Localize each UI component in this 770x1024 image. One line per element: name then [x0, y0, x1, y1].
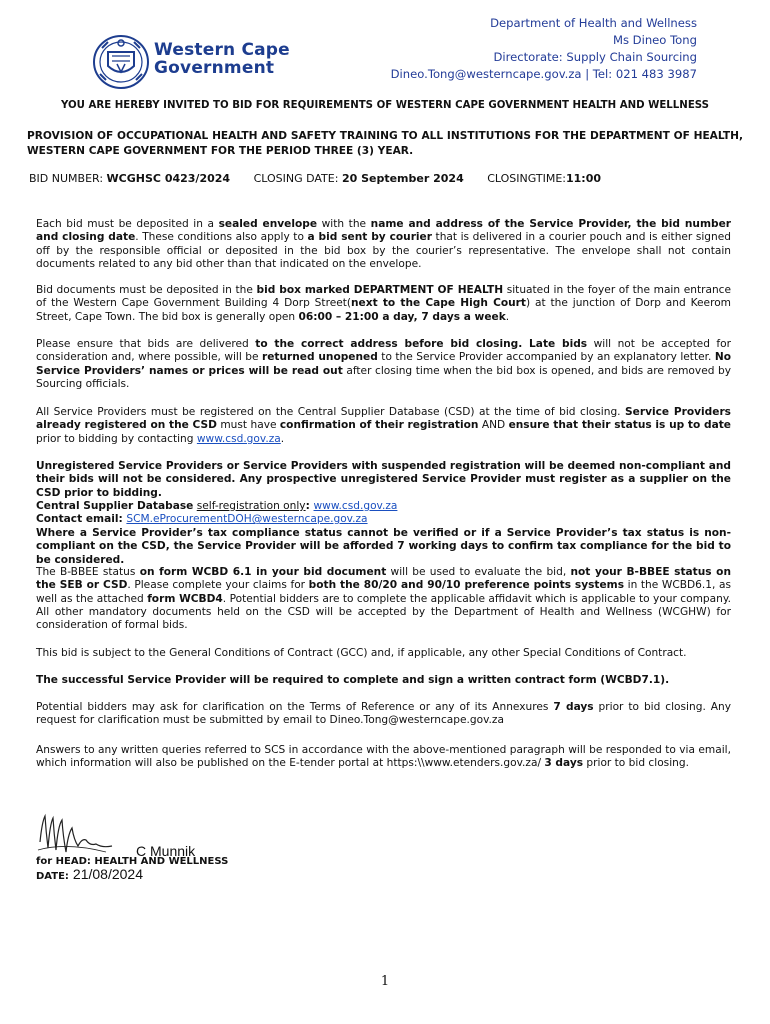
- paragraph-tax-compliance: Where a Service Provider’s tax compliance status cannot be verified or if a Service Provider’s tax status is non-compliant on the CSD, the Service Provider will be afforded 7 working days to confirm tax compliance for the bid to be considered.: [36, 527, 731, 566]
- paragraph-bbbee: The B-BBEE status on form WCBD 6.1 in your bid document will be used to evaluate the bid, not your B-BBEE status on the SEB or CSD. Please complete your claims for both the 80/20 and 90/10 preference points systems in the WCBD6.1, as well as the attached form WCBD4. Potential bidders are to complete the applicable affidavit which is applicable to your company. All other mandatory documents held on the CSD will be accepted by the Department of Health and Wellness (WCGHW) for consideration of formal bids.: [36, 566, 731, 632]
- paragraph-bid-box: Bid documents must be deposited in the bid box marked DEPARTMENT OF HEALTH situated in the foyer of the main entrance of the Western Cape Government Building 4 Dorp Street(next to the Cape High Court) at the junction of Dorp and Keerom Street, Cape Town. The bid box is generally open 06:00 – 21:00 a day, 7 days a week.: [36, 284, 731, 323]
- paragraph-delivery: Please ensure that bids are delivered to the correct address before bid closing. Late bids will not be accepted for consideration and, where possible, will be returned unopened to the Service Provider accompanied by an explanatory letter. No Service Providers’ names or prices will be read out after closing time when the bid box is opened, and bids are removed by Sourcing officials.: [36, 338, 732, 390]
- closing-date-label: CLOSING DATE:: [253, 172, 339, 185]
- bid-title: PROVISION OF OCCUPATIONAL HEALTH AND SAFETY TRAINING TO ALL INSTITUTIONS FOR THE DEPARTMENT OF HEALTH, WESTERN CAPE GOVERNMENT FOR THE PERIOD THREE (3) YEAR.: [27, 130, 743, 157]
- logo-text-line1: Western Cape: [154, 40, 290, 60]
- paragraph-clarification: Potential bidders may ask for clarification on the Terms of Reference or any of its Annexures 7 days prior to bid closing. Any request for clarification must be submitted by email to Dineo.Tong@westerncape.gov.za: [36, 701, 731, 727]
- paragraph-unregistered: Unregistered Service Providers or Service Providers with suspended registration will be deemed non-compliant and their bids will not be considered. Any prospective unregistered Service Provider must register as a supplier on the CSD prior to bidding. Central Supplier Database self-registration only: www.csd.gov.za Contact email: SCM.eProcurementDOH@westerncape.gov.za: [36, 460, 731, 526]
- signature-date: [36, 866, 143, 882]
- contact-block: [391, 15, 697, 83]
- signatory-title: for HEAD: HEALTH AND WELLNESS: [36, 856, 229, 867]
- bid-number-value: WCGHSC 0423/2024: [106, 172, 231, 185]
- contact-email-phone: Dineo.Tong@westerncape.gov.za | Tel: 021 483 3987: [390, 67, 697, 81]
- csd-link[interactable]: www.csd.gov.za: [196, 432, 281, 445]
- paragraph-contract: The successful Service Provider will be required to complete and sign a written contract form (WCBD7.1).: [36, 674, 670, 686]
- closing-time-value: 11:00: [566, 172, 602, 185]
- closing-date: [254, 172, 464, 185]
- csd-self-registration-link[interactable]: www.csd.gov.za: [313, 499, 398, 512]
- paragraph-gcc: This bid is subject to the General Conditions of Contract (GCC) and, if applicable, any other Special Conditions of Contract.: [36, 647, 687, 659]
- date-label: DATE:: [36, 871, 69, 882]
- closing-time: [487, 172, 601, 185]
- western-cape-government-logo: [92, 34, 302, 90]
- department-name: Department of Health and Wellness: [490, 16, 697, 30]
- invitation-heading: YOU ARE HEREBY INVITED TO BID FOR REQUIREMENTS OF WESTERN CAPE GOVERNMENT HEALTH AND WELLNESS: [61, 100, 709, 111]
- bid-number-label: BID NUMBER:: [29, 172, 104, 185]
- date-value: 21/08/2024: [72, 866, 143, 882]
- logo-text-line2: Government: [154, 58, 275, 78]
- closing-time-label: CLOSINGTIME:: [487, 172, 566, 185]
- page-number: 1: [380, 974, 390, 989]
- bid-number: [29, 172, 230, 185]
- directorate: Directorate: Supply Chain Sourcing: [493, 50, 697, 64]
- closing-date-value: 20 September 2024: [341, 172, 464, 185]
- paragraph-sealed-envelope: Each bid must be deposited in a sealed envelope with the name and address of the Service Provider, the bid number and closing date. These conditions also apply to a bid sent by courier that is delivered in a courier pouch and is either signed off by the responsible official or deposited in the bid box by the courier’s representative. The envelope shall not contain documents related to any bid other than that indicated on the envelope.: [36, 218, 731, 270]
- paragraph-answers: Answers to any written queries referred to SCS in accordance with the above-mentioned paragraph will be responded to via email, which information will also be published on the E-tender portal at https:\\www.etenders.gov.za/ 3 days prior to bid closing.: [36, 744, 731, 770]
- signatory-name: C Munnik: [136, 843, 196, 859]
- contact-person: Ms Dineo Tong: [612, 33, 697, 47]
- bid-details-line: [29, 172, 621, 185]
- contact-email-link[interactable]: SCM.eProcurementDOH@westerncape.gov.za: [126, 513, 368, 526]
- handwritten-signature: [36, 812, 116, 862]
- paragraph-csd-registration: All Service Providers must be registered on the Central Supplier Database (CSD) at the time of bid closing. Service Providers already registered on the CSD must have confirmation of their registration AND ensure that their status is up to date prior to bidding by contacting www.csd.gov.za.: [36, 406, 731, 445]
- coat-of-arms-icon: [92, 34, 150, 90]
